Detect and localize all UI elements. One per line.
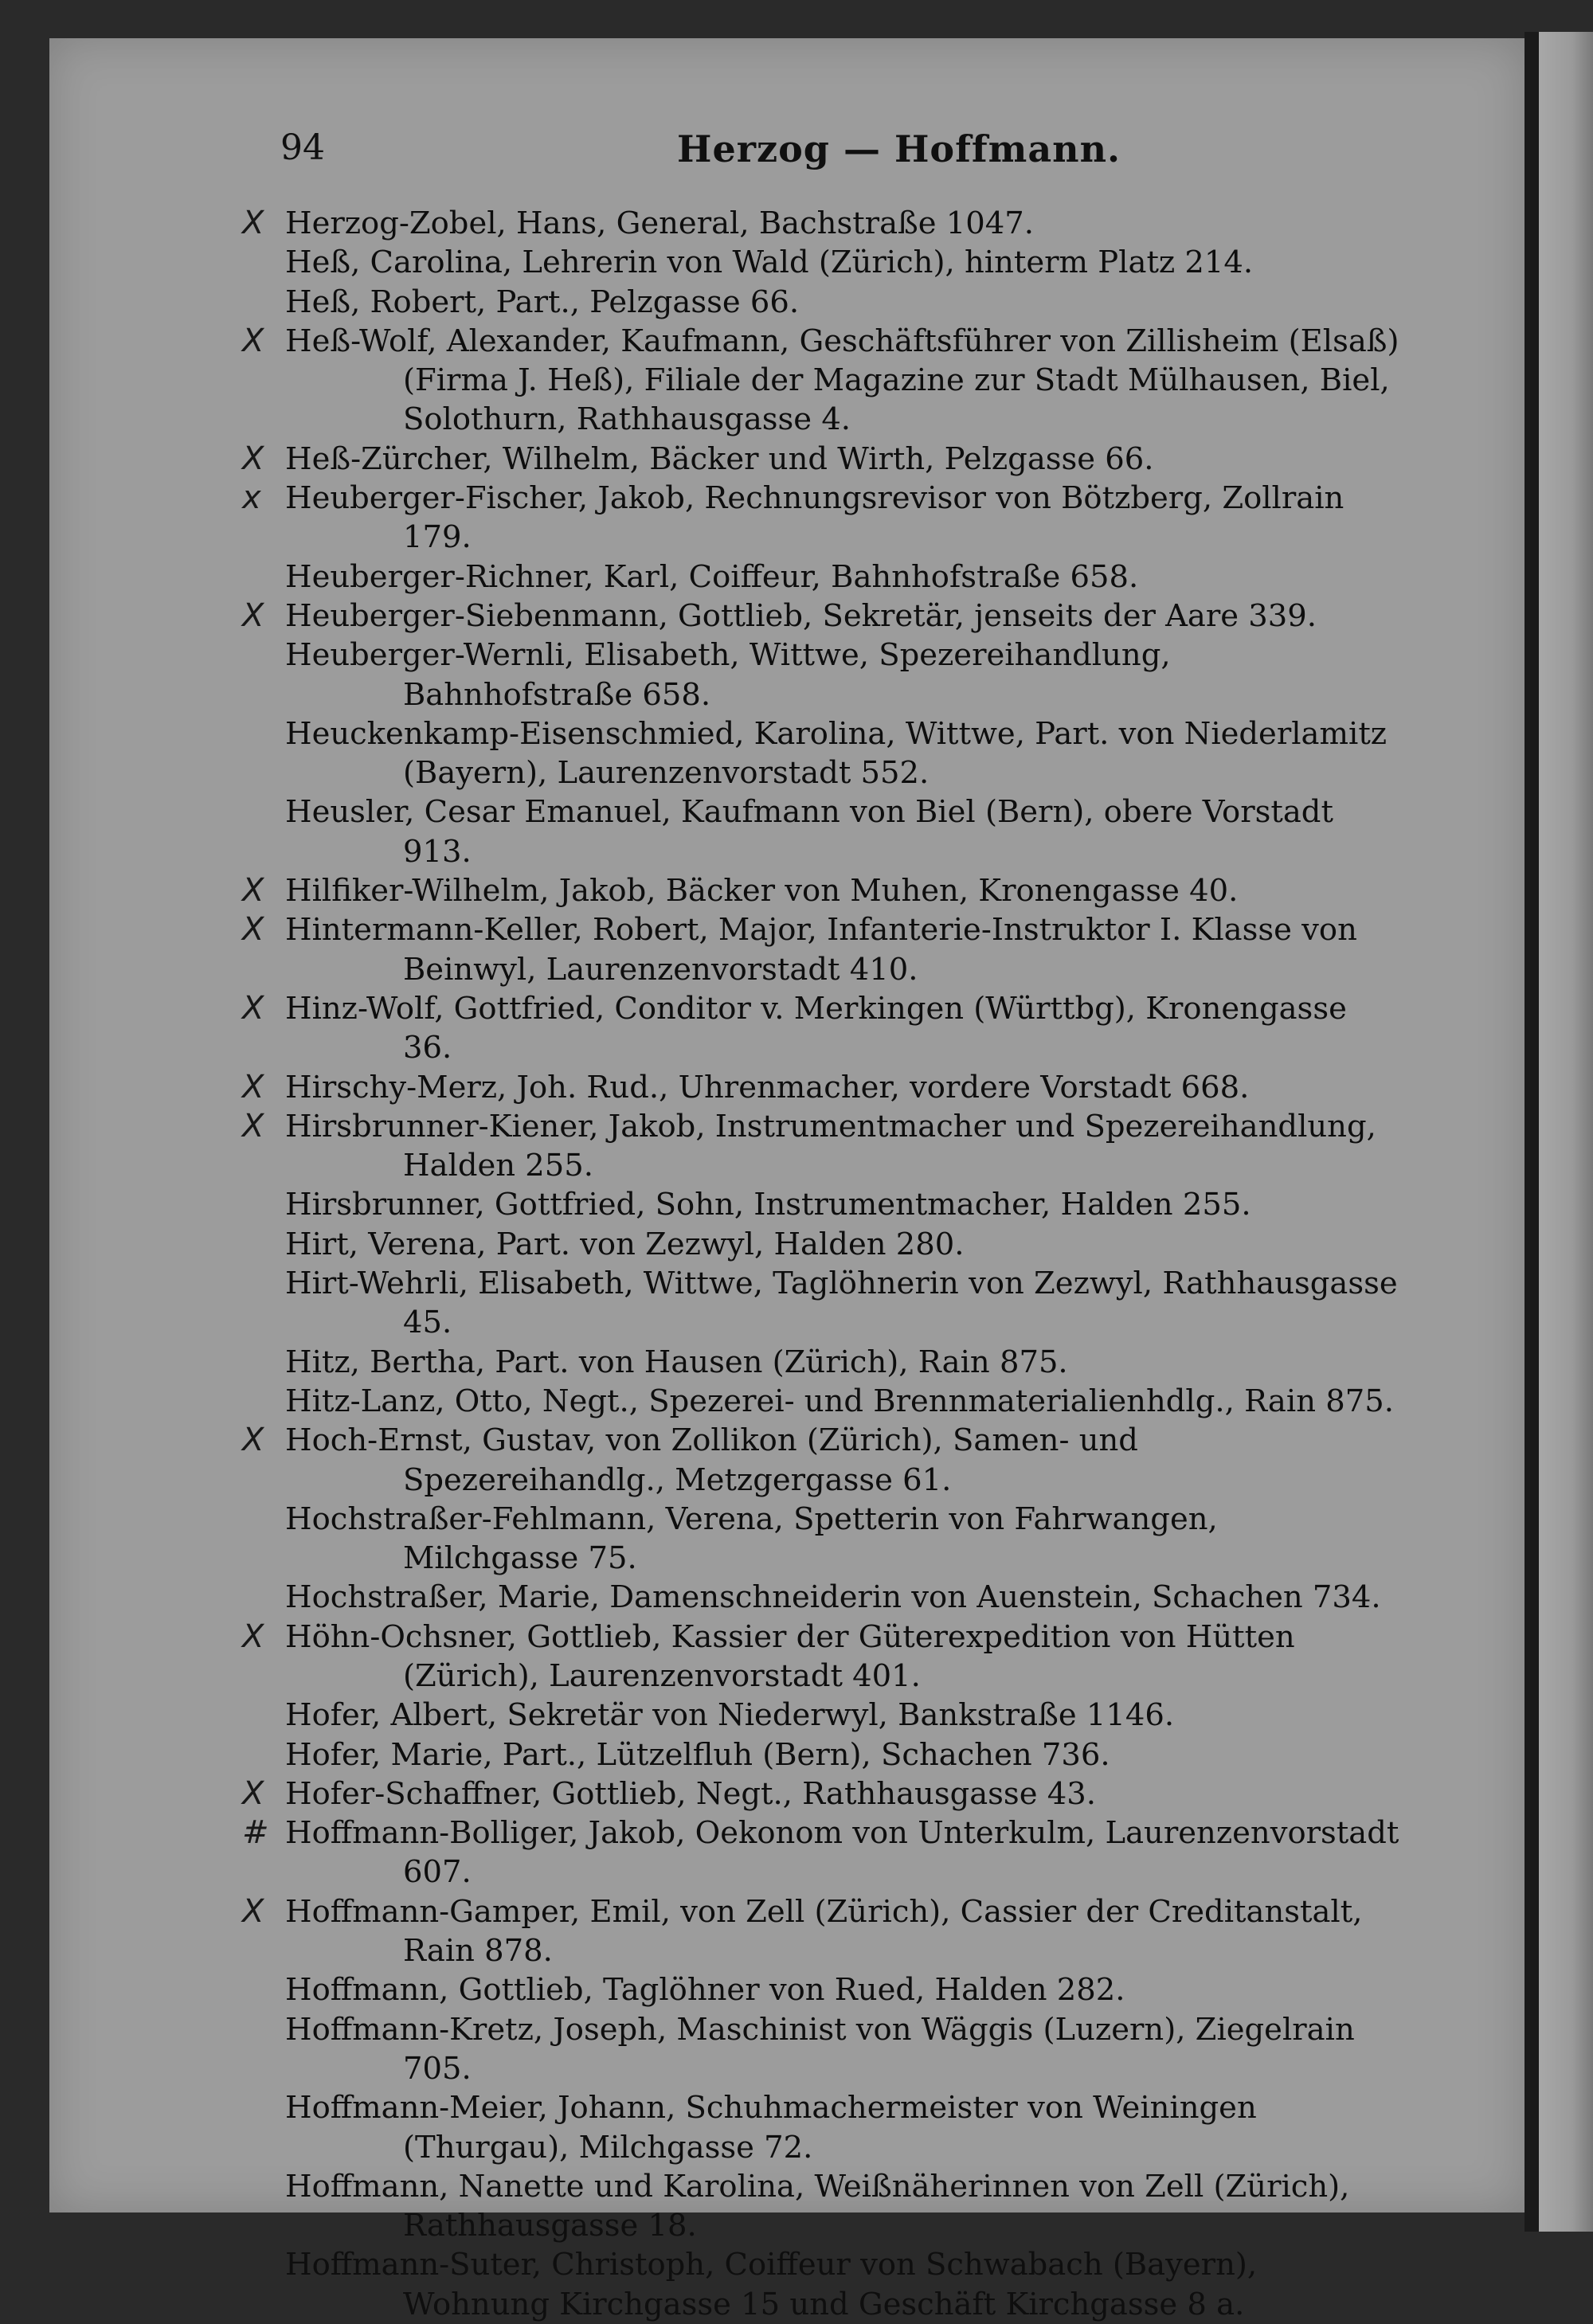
- entry-text: Hirschy-Merz, Joh. Rud., Uhrenmacher, vordere Vorstadt 668.: [285, 1069, 1250, 1105]
- directory-entry: [242, 871, 1400, 910]
- pencil-mark-icon: X: [242, 205, 264, 241]
- entry-text: Hitz, Bertha, Part. von Hausen (Zürich), Rain 875.: [285, 1344, 1068, 1380]
- book-spine-edge: [1525, 32, 1593, 2232]
- directory-entry: [242, 1774, 1400, 1813]
- pencil-mark-icon: X: [242, 1892, 264, 1930]
- pencil-mark-icon: X: [242, 597, 264, 634]
- directory-entry: [242, 479, 1400, 558]
- directory-entry: [242, 1068, 1400, 1107]
- entry-text: Hirsbrunner-Kiener, Jakob, Instrumentmacher und Spezereihandlung, Halden 255.: [285, 1108, 1376, 1184]
- entry-text: Heß, Carolina, Lehrerin von Wald (Zürich), hinterm Platz 214.: [285, 245, 1254, 281]
- entry-text: Hoffmann-Suter, Christoph, Coiffeur von Schwabach (Bayern), Wohnung Kirchgasse 15 und Geschäft Kirchgasse 8 a.: [285, 2247, 1258, 2322]
- entry-text: Heß, Robert, Part., Pelzgasse 66.: [285, 284, 800, 320]
- directory-entry: [285, 1970, 1400, 2009]
- entry-text: Hoch-Ernst, Gustav, von Zollikon (Zürich), Samen- und Spezereihandlg., Metzgergasse 61.: [285, 1422, 1138, 1498]
- directory-entry: [242, 440, 1400, 479]
- entry-text: Hofer-Schaffner, Gottlieb, Negt., Rathhausgasse 43.: [285, 1775, 1096, 1812]
- entry-text: Hilfiker-Wilhelm, Jakob, Bäcker von Muhen, Kronengasse 40.: [285, 873, 1239, 910]
- pencil-mark-icon: X: [242, 1107, 264, 1144]
- pencil-mark-icon: X: [242, 911, 264, 949]
- running-head-title: Herzog — Hoffmann.: [677, 127, 1121, 170]
- pencil-mark-icon: #: [242, 1814, 269, 1852]
- entry-text: Heuberger-Wernli, Elisabeth, Wittwe, Spezereihandlung, Bahnhofstraße 658.: [285, 637, 1171, 713]
- pencil-mark-icon: X: [242, 440, 264, 477]
- directory-entry: [242, 597, 1400, 636]
- entry-text: Hirt-Wehrli, Elisabeth, Wittwe, Taglöhnerin von Zezwyl, Rathhausgasse 45.: [285, 1266, 1398, 1341]
- entry-text: Heß-Zürcher, Wilhelm, Bäcker und Wirth, Pelzgasse 66.: [285, 440, 1154, 477]
- entry-text: Heuckenkamp-Eisenschmied, Karolina, Wittwe, Part. von Niederlamitz (Bayern), Laurenzenvorstadt 552.: [285, 715, 1388, 792]
- directory-entries: [242, 204, 1400, 2324]
- directory-entry: [285, 1264, 1400, 1343]
- directory-entry: [285, 558, 1400, 597]
- directory-entry: [285, 2245, 1400, 2324]
- directory-entry: [242, 1618, 1400, 1696]
- directory-entry: [242, 910, 1400, 989]
- entry-text: Hinz-Wolf, Gottfried, Conditor v. Merkingen (Württbg), Kronengasse 36.: [285, 990, 1347, 1066]
- directory-entry: [242, 989, 1400, 1068]
- directory-entry: [285, 1382, 1400, 1421]
- pencil-mark-icon: X: [242, 989, 264, 1027]
- entry-text: Höhn-Ochsner, Gottlieb, Kassier der Güterexpedition von Hütten (Zürich), Laurenzenvorstadt 401.: [285, 1618, 1295, 1694]
- directory-entry: [242, 1107, 1400, 1186]
- pencil-mark-icon: X: [242, 1068, 264, 1105]
- entry-text: Hintermann-Keller, Robert, Major, Infanterie-Instruktor I. Klasse von Beinwyl, Laurenzenvorstadt 410.: [285, 912, 1357, 988]
- directory-entry: [285, 1578, 1400, 1617]
- directory-entry: [285, 1696, 1400, 1735]
- entry-text: Heusler, Cesar Emanuel, Kaufmann von Biel (Bern), obere Vorstadt 913.: [285, 794, 1333, 870]
- entry-text: Hitz-Lanz, Otto, Negt., Spezerei- und Brennmaterialienhdlg., Rain 875.: [285, 1383, 1394, 1419]
- entry-text: Heuberger-Richner, Karl, Coiffeur, Bahnhofstraße 658.: [285, 558, 1139, 595]
- directory-entry: [285, 283, 1400, 322]
- directory-entry: [285, 1185, 1400, 1224]
- directory-entry: [285, 243, 1400, 282]
- entry-text: Hofer, Marie, Part., Lützelfluh (Bern), Schachen 736.: [285, 1736, 1110, 1773]
- entry-text: Hoffmann, Gottlieb, Taglöhner von Rued, Halden 282.: [285, 1972, 1125, 2009]
- directory-entry: [285, 2088, 1400, 2167]
- entry-text: Hoffmann-Kretz, Joseph, Maschinist von Wäggis (Luzern), Ziegelrain 705.: [285, 2011, 1355, 2087]
- directory-entry: [285, 714, 1400, 793]
- entry-text: Hoffmann-Gamper, Emil, von Zell (Zürich), Cassier der Creditanstalt, Rain 878.: [285, 1893, 1363, 1970]
- directory-entry: [242, 204, 1400, 243]
- entry-text: Heuberger-Siebenmann, Gottlieb, Sekretär, jenseits der Aare 339.: [285, 597, 1317, 634]
- entry-text: Hoffmann, Nanette und Karolina, Weißnäherinnen von Zell (Zürich), Rathhausgasse 18.: [285, 2168, 1350, 2244]
- entry-text: Hoffmann-Bolliger, Jakob, Oekonom von Unterkulm, Laurenzenvorstadt 607.: [285, 1815, 1399, 1891]
- directory-entry: [285, 1735, 1400, 1774]
- entry-text: Hirt, Verena, Part. von Zezwyl, Halden 280.: [285, 1226, 965, 1262]
- entry-text: Hirsbrunner, Gottfried, Sohn, Instrumentmacher, Halden 255.: [285, 1187, 1251, 1223]
- entry-text: Herzog-Zobel, Hans, General, Bachstraße 1047.: [285, 205, 1034, 241]
- directory-entry: [285, 2010, 1400, 2089]
- entry-text: Hofer, Albert, Sekretär von Niederwyl, Bankstraße 1146.: [285, 1697, 1175, 1734]
- directory-entry: [285, 2167, 1400, 2246]
- pencil-mark-icon: X: [242, 322, 264, 359]
- directory-entry: [242, 1892, 1400, 1971]
- directory-entry: [285, 1225, 1400, 1264]
- entry-text: Hochstraßer, Marie, Damenschneiderin von Auenstein, Schachen 734.: [285, 1579, 1381, 1616]
- directory-entry: [242, 322, 1400, 440]
- page-number: 94: [280, 127, 325, 168]
- pencil-mark-icon: x: [242, 479, 261, 517]
- entry-text: Heß-Wolf, Alexander, Kaufmann, Geschäftsführer von Zillisheim (Elsaß) (Firma J. Heß), Filiale der Magazine zur Stadt Mülhausen, Biel, Solothurn, Rathhausgasse 4.: [285, 323, 1399, 438]
- directory-entry: [285, 1500, 1400, 1579]
- entry-text: Hochstraßer-Fehlmann, Verena, Spetterin von Fahrwangen, Milchgasse 75.: [285, 1500, 1218, 1577]
- directory-entry: [285, 1343, 1400, 1382]
- pencil-mark-icon: X: [242, 1774, 264, 1812]
- entry-text: Heuberger-Fischer, Jakob, Rechnungsrevisor von Bötzberg, Zollrain 179.: [285, 480, 1344, 556]
- directory-entry: [242, 1813, 1400, 1892]
- pencil-mark-icon: X: [242, 1422, 264, 1459]
- page-header: [231, 127, 1394, 175]
- directory-entry: [285, 792, 1400, 871]
- directory-entry: [242, 1421, 1400, 1500]
- pencil-mark-icon: X: [242, 1618, 264, 1655]
- pencil-mark-icon: X: [242, 872, 264, 910]
- entry-text: Hoffmann-Meier, Johann, Schuhmachermeister von Weiningen (Thurgau), Milchgasse 72.: [285, 2090, 1257, 2166]
- directory-entry: [285, 636, 1400, 714]
